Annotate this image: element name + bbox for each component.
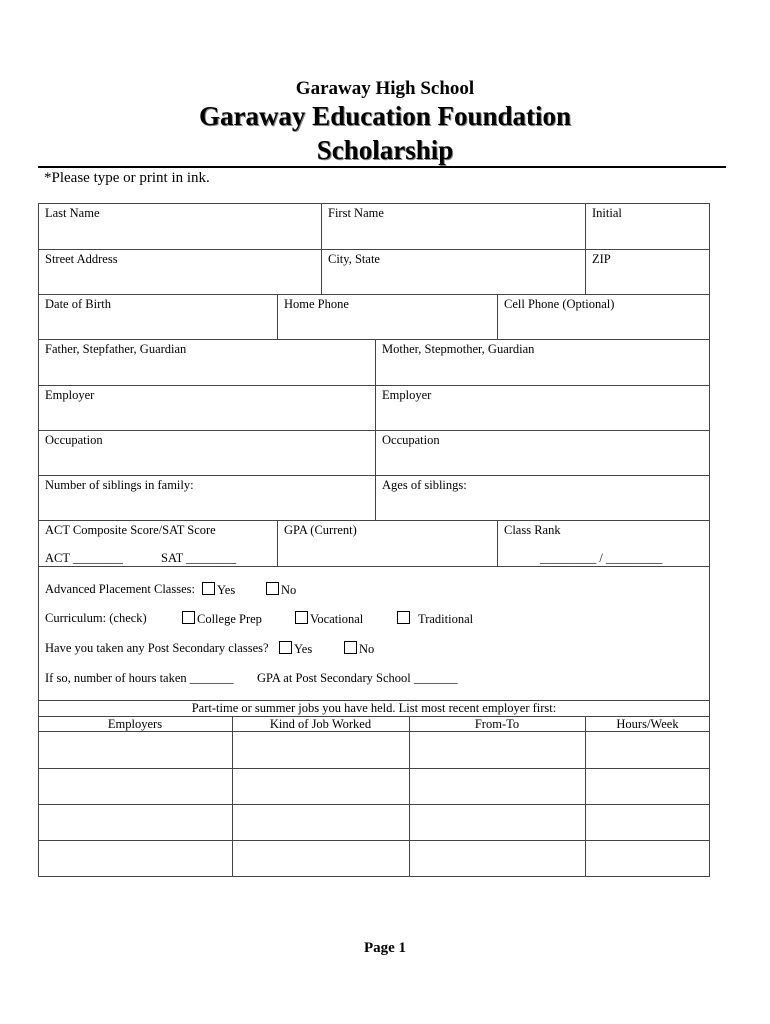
title-rule <box>38 166 726 168</box>
ages-siblings-field[interactable] <box>376 476 709 520</box>
jobs-col-from-to: From-To <box>474 717 520 731</box>
college-prep-option[interactable] <box>182 611 262 627</box>
initial-field[interactable] <box>586 204 709 249</box>
vocational-label: Vocational <box>310 612 364 626</box>
form-subtitle: Scholarship <box>316 135 454 165</box>
city-state-field[interactable] <box>322 250 585 294</box>
table-row[interactable] <box>39 769 709 804</box>
zip-label: ZIP <box>592 252 611 266</box>
post-no-option[interactable] <box>344 641 374 657</box>
father-employer-field[interactable] <box>39 386 375 430</box>
ages-siblings-label: Ages of siblings: <box>382 478 467 492</box>
checkbox[interactable] <box>295 611 308 624</box>
ap-no-option[interactable] <box>266 582 296 598</box>
last-name-field[interactable] <box>39 204 321 249</box>
table-row[interactable] <box>39 841 709 876</box>
post-gpa-field[interactable]: GPA at Post Secondary School _______ <box>257 671 458 685</box>
initial-label: Initial <box>592 206 622 220</box>
ap-classes-label: Advanced Placement Classes: <box>45 582 195 596</box>
act-blank[interactable]: ACT ________ <box>45 551 123 565</box>
mother-employer-field[interactable] <box>376 386 709 430</box>
traditional-option[interactable] <box>397 611 473 627</box>
last-name-label: Last Name <box>45 206 100 220</box>
form-title: Garaway Education Foundation <box>198 101 572 131</box>
ap-no-label: No <box>281 583 297 597</box>
employer-label: Employer <box>382 388 432 402</box>
date-of-birth-field[interactable] <box>39 295 277 339</box>
date-of-birth-label: Date of Birth <box>45 297 111 311</box>
jobs-caption: Part-time or summer jobs you have held. List most recent employer first: <box>191 701 557 715</box>
jobs-col-hours: Hours/Week <box>616 717 679 731</box>
father-field[interactable] <box>39 340 375 385</box>
traditional-label: Traditional <box>418 612 474 626</box>
vocational-option[interactable] <box>295 611 363 627</box>
table-row[interactable] <box>39 805 709 840</box>
post-yes-label: Yes <box>294 642 313 656</box>
checkbox[interactable] <box>202 582 215 595</box>
checkbox[interactable] <box>344 641 357 654</box>
checkbox[interactable] <box>266 582 279 595</box>
class-rank-blank[interactable]: _________ / _________ <box>540 551 663 565</box>
cell-phone-label: Cell Phone (Optional) <box>504 297 615 311</box>
street-address-field[interactable] <box>39 250 321 294</box>
street-address-label: Street Address <box>45 252 118 266</box>
sat-blank[interactable]: SAT ________ <box>161 551 237 565</box>
gpa-current-label: GPA (Current) <box>284 523 357 537</box>
mother-label: Mother, Stepmother, Guardian <box>382 342 535 356</box>
gpa-current-field[interactable] <box>278 521 497 566</box>
school-name: Garaway High School <box>295 78 475 99</box>
home-phone-label: Home Phone <box>284 297 349 311</box>
checkbox[interactable] <box>182 611 195 624</box>
post-secondary-label: Have you taken any Post Secondary classes? <box>45 641 269 655</box>
father-label: Father, Stepfather, Guardian <box>45 342 187 356</box>
cell-phone-field[interactable] <box>498 295 709 339</box>
first-name-label: First Name <box>328 206 384 220</box>
father-occupation-field[interactable] <box>39 431 375 475</box>
hours-taken-field[interactable]: If so, number of hours taken _______ <box>45 671 234 685</box>
curriculum-label: Curriculum: (check) <box>45 611 147 625</box>
city-state-label: City, State <box>328 252 380 266</box>
mother-field[interactable] <box>376 340 709 385</box>
jobs-col-kind: Kind of Job Worked <box>269 717 372 731</box>
mother-occupation-field[interactable] <box>376 431 709 475</box>
post-yes-option[interactable] <box>279 641 312 657</box>
table-row[interactable] <box>39 732 709 768</box>
page-number: Page 1 <box>363 940 407 956</box>
zip-field[interactable] <box>586 250 709 294</box>
ap-yes-label: Yes <box>217 583 236 597</box>
num-siblings-field[interactable] <box>39 476 375 520</box>
ap-yes-option[interactable] <box>202 582 235 598</box>
row-divider <box>38 566 710 567</box>
num-siblings-label: Number of siblings in family: <box>45 478 194 492</box>
checkbox[interactable] <box>279 641 292 654</box>
act-sat-label: ACT Composite Score/SAT Score <box>45 523 216 537</box>
employer-label: Employer <box>45 388 95 402</box>
home-phone-field[interactable] <box>278 295 497 339</box>
college-prep-label: College Prep <box>197 612 262 626</box>
ink-note: *Please type or print in ink. <box>44 170 210 186</box>
class-rank-label: Class Rank <box>504 523 561 537</box>
jobs-col-employers: Employers <box>107 717 163 731</box>
occupation-label: Occupation <box>382 433 440 447</box>
first-name-field[interactable] <box>322 204 585 249</box>
checkbox[interactable] <box>397 611 410 624</box>
occupation-label: Occupation <box>45 433 103 447</box>
post-no-label: No <box>359 642 375 656</box>
